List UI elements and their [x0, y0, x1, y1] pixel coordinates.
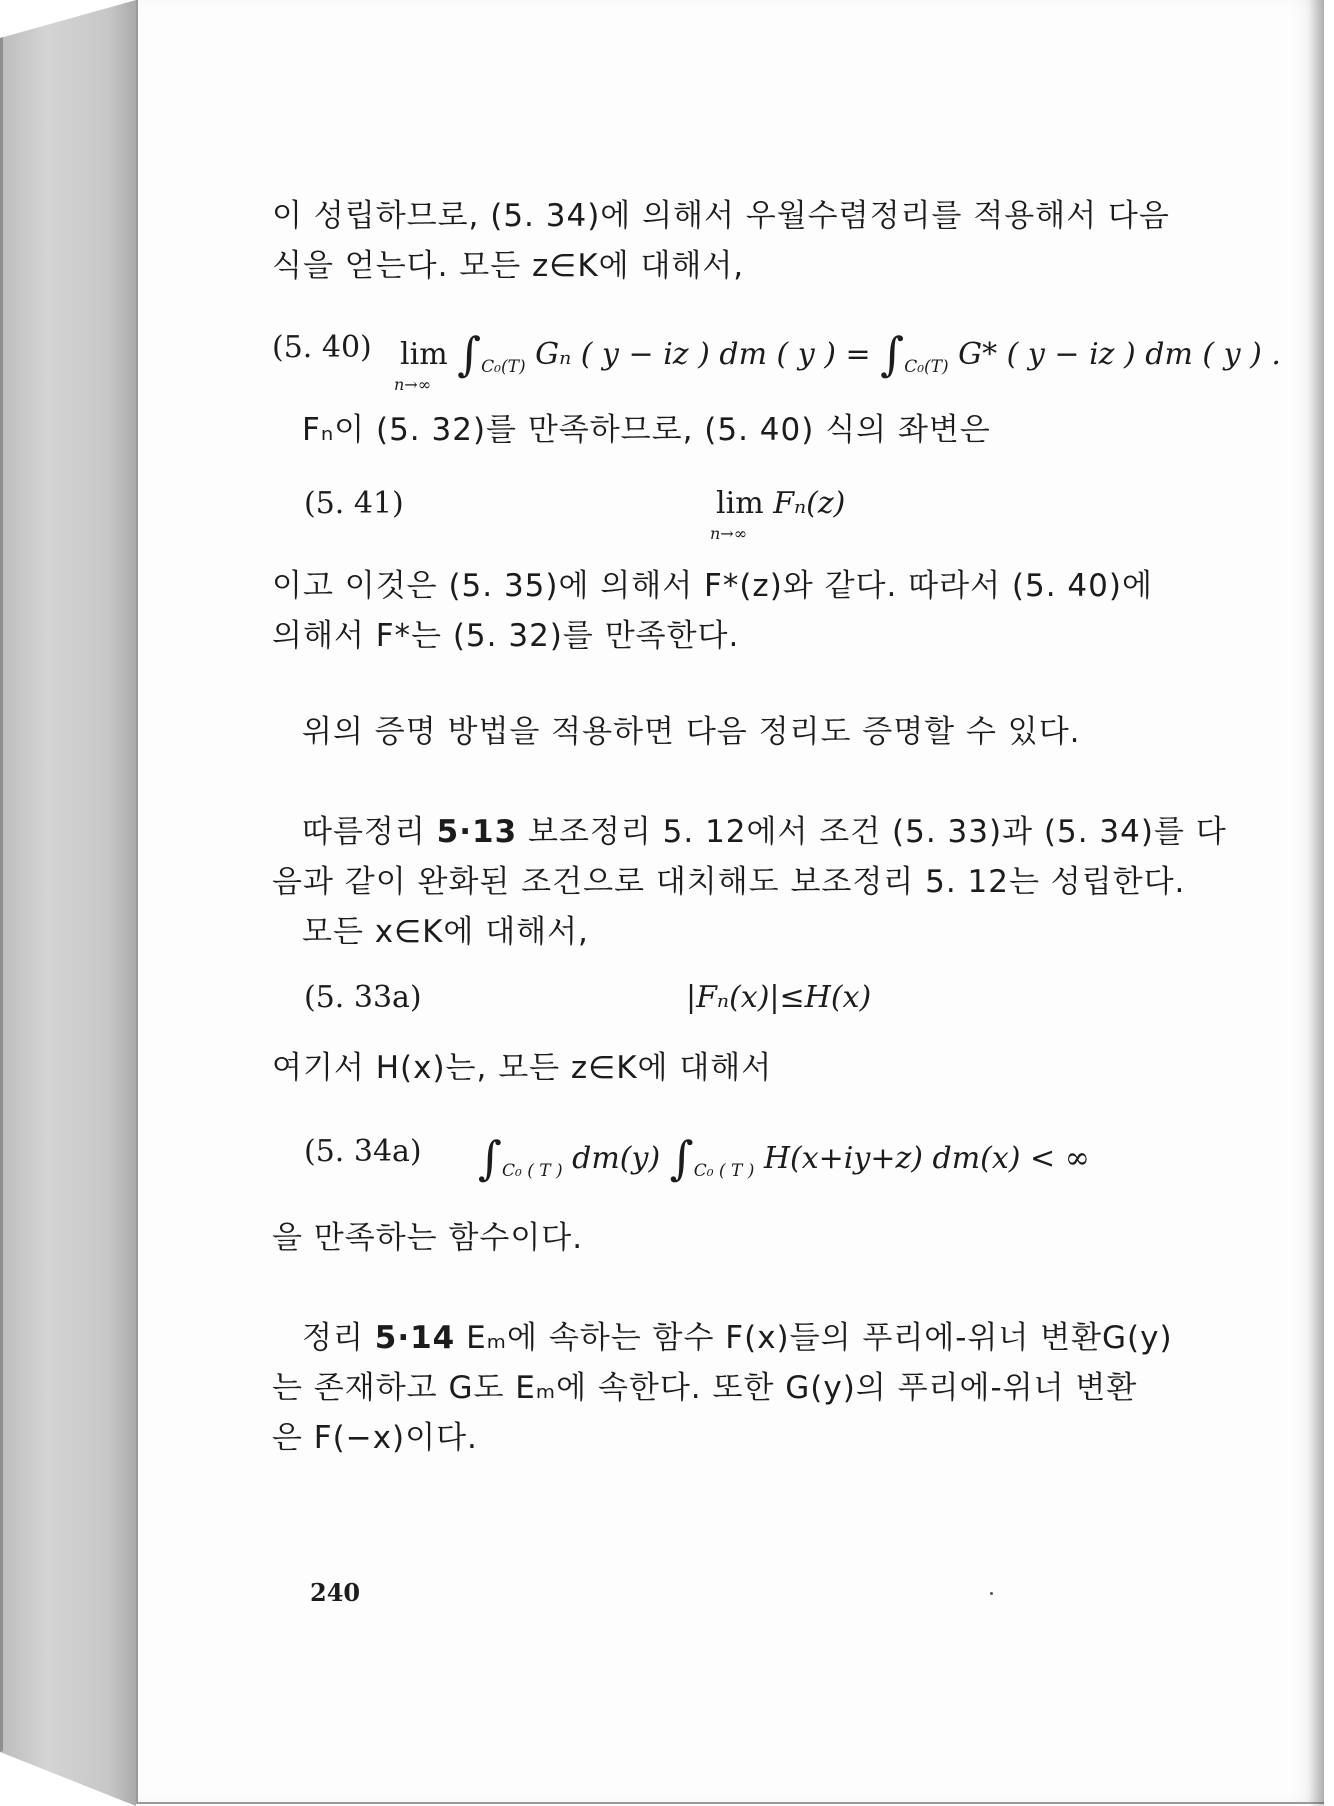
para1-line1: 이 성립하므로, (5. 34)에 의해서 우월수렴정리를 적용해서 다음	[272, 198, 1170, 234]
corollary-line3: 모든 x∈K에 대해서,	[302, 914, 589, 950]
eq540-limit	[394, 335, 448, 394]
corollary-number: 5·13	[436, 814, 518, 850]
speck-dot	[990, 1592, 993, 1595]
eq534a-part1: dm(y)	[572, 1141, 661, 1176]
book-spine	[0, 0, 136, 1806]
para2: Fₙ이 (5. 32)를 만족하므로, (5. 40) 식의 좌변은	[302, 412, 991, 448]
eq541	[710, 484, 846, 543]
eq540	[394, 327, 1281, 394]
theorem-line1	[302, 1318, 1173, 1358]
corollary-label: 따름정리	[302, 814, 426, 850]
corollary-line1	[302, 812, 1227, 852]
eq540-lhs: Gₙ ( y − iz ) dm ( y ) =	[535, 337, 871, 372]
theorem-text1: Eₘ에 속하는 함수 F(x)들의 푸리에-위너 변환G(y)	[466, 1320, 1173, 1356]
theorem-label: 정리	[302, 1320, 364, 1356]
integral-icon: ∫	[669, 1131, 694, 1185]
eq541-lim: lim	[716, 486, 764, 521]
corollary-text1: 보조정리 5. 12에서 조건 (5. 33)과 (5. 34)를 다	[528, 814, 1227, 850]
page-number: 240	[310, 1578, 361, 1607]
eq541-expr: Fₙ(z)	[773, 486, 846, 521]
eq534a-domain-1: C₀ ( T )	[501, 1161, 563, 1181]
book-page	[136, 0, 1324, 1804]
eq540-domain-right: C₀(T)	[904, 357, 949, 377]
eq533a-number: (5. 33a)	[304, 980, 422, 1015]
para3-line1: 이고 이것은 (5. 35)에 의해서 F*(z)와 같다. 따라서 (5. 40)에	[272, 568, 1153, 604]
eq534a-part2: H(x+iy+z) dm(x) < ∞	[763, 1141, 1090, 1176]
eq534a	[478, 1132, 1090, 1183]
para3-line2: 의해서 F*는 (5. 32)를 만족한다.	[272, 618, 740, 654]
theorem-line3: 은 F(−x)이다.	[272, 1420, 478, 1456]
eq540-number: (5. 40)	[272, 330, 372, 365]
eq540-lim-sub: n→∞	[394, 375, 432, 394]
eq540-domain-left: C₀(T)	[481, 357, 526, 377]
eq540-rhs: G* ( y − iz ) dm ( y ) .	[958, 337, 1281, 372]
corollary-line2: 음과 같이 완화된 조건으로 대치해도 보조정리 5. 12는 성립한다.	[272, 864, 1186, 900]
eq534a-domain-2: C₀ ( T )	[693, 1161, 755, 1181]
eq541-limit	[710, 484, 764, 543]
eq534a-number: (5. 34a)	[304, 1134, 422, 1169]
integral-icon: ∫	[457, 327, 482, 381]
eq540-lim: lim	[400, 337, 448, 372]
eq533a-expr: |Fₙ(x)|≤H(x)	[686, 980, 872, 1015]
para1-line2: 식을 얻는다. 모든 z∈K에 대해서,	[272, 248, 745, 284]
integral-icon: ∫	[880, 327, 905, 381]
theorem-number: 5·14	[374, 1320, 456, 1356]
theorem-line2: 는 존재하고 G도 Eₘ에 속한다. 또한 G(y)의 푸리에-위너 변환	[272, 1370, 1138, 1406]
integral-icon: ∫	[478, 1131, 502, 1185]
page-edge-shadow	[1308, 0, 1324, 1806]
para6: 을 만족하는 함수이다.	[272, 1220, 584, 1256]
eq541-number: (5. 41)	[304, 486, 404, 521]
para4: 위의 증명 방법을 적용하면 다음 정리도 증명할 수 있다.	[302, 714, 1081, 750]
eq541-lim-sub: n→∞	[710, 524, 748, 543]
para5: 여기서 H(x)는, 모든 z∈K에 대해서	[272, 1050, 773, 1086]
